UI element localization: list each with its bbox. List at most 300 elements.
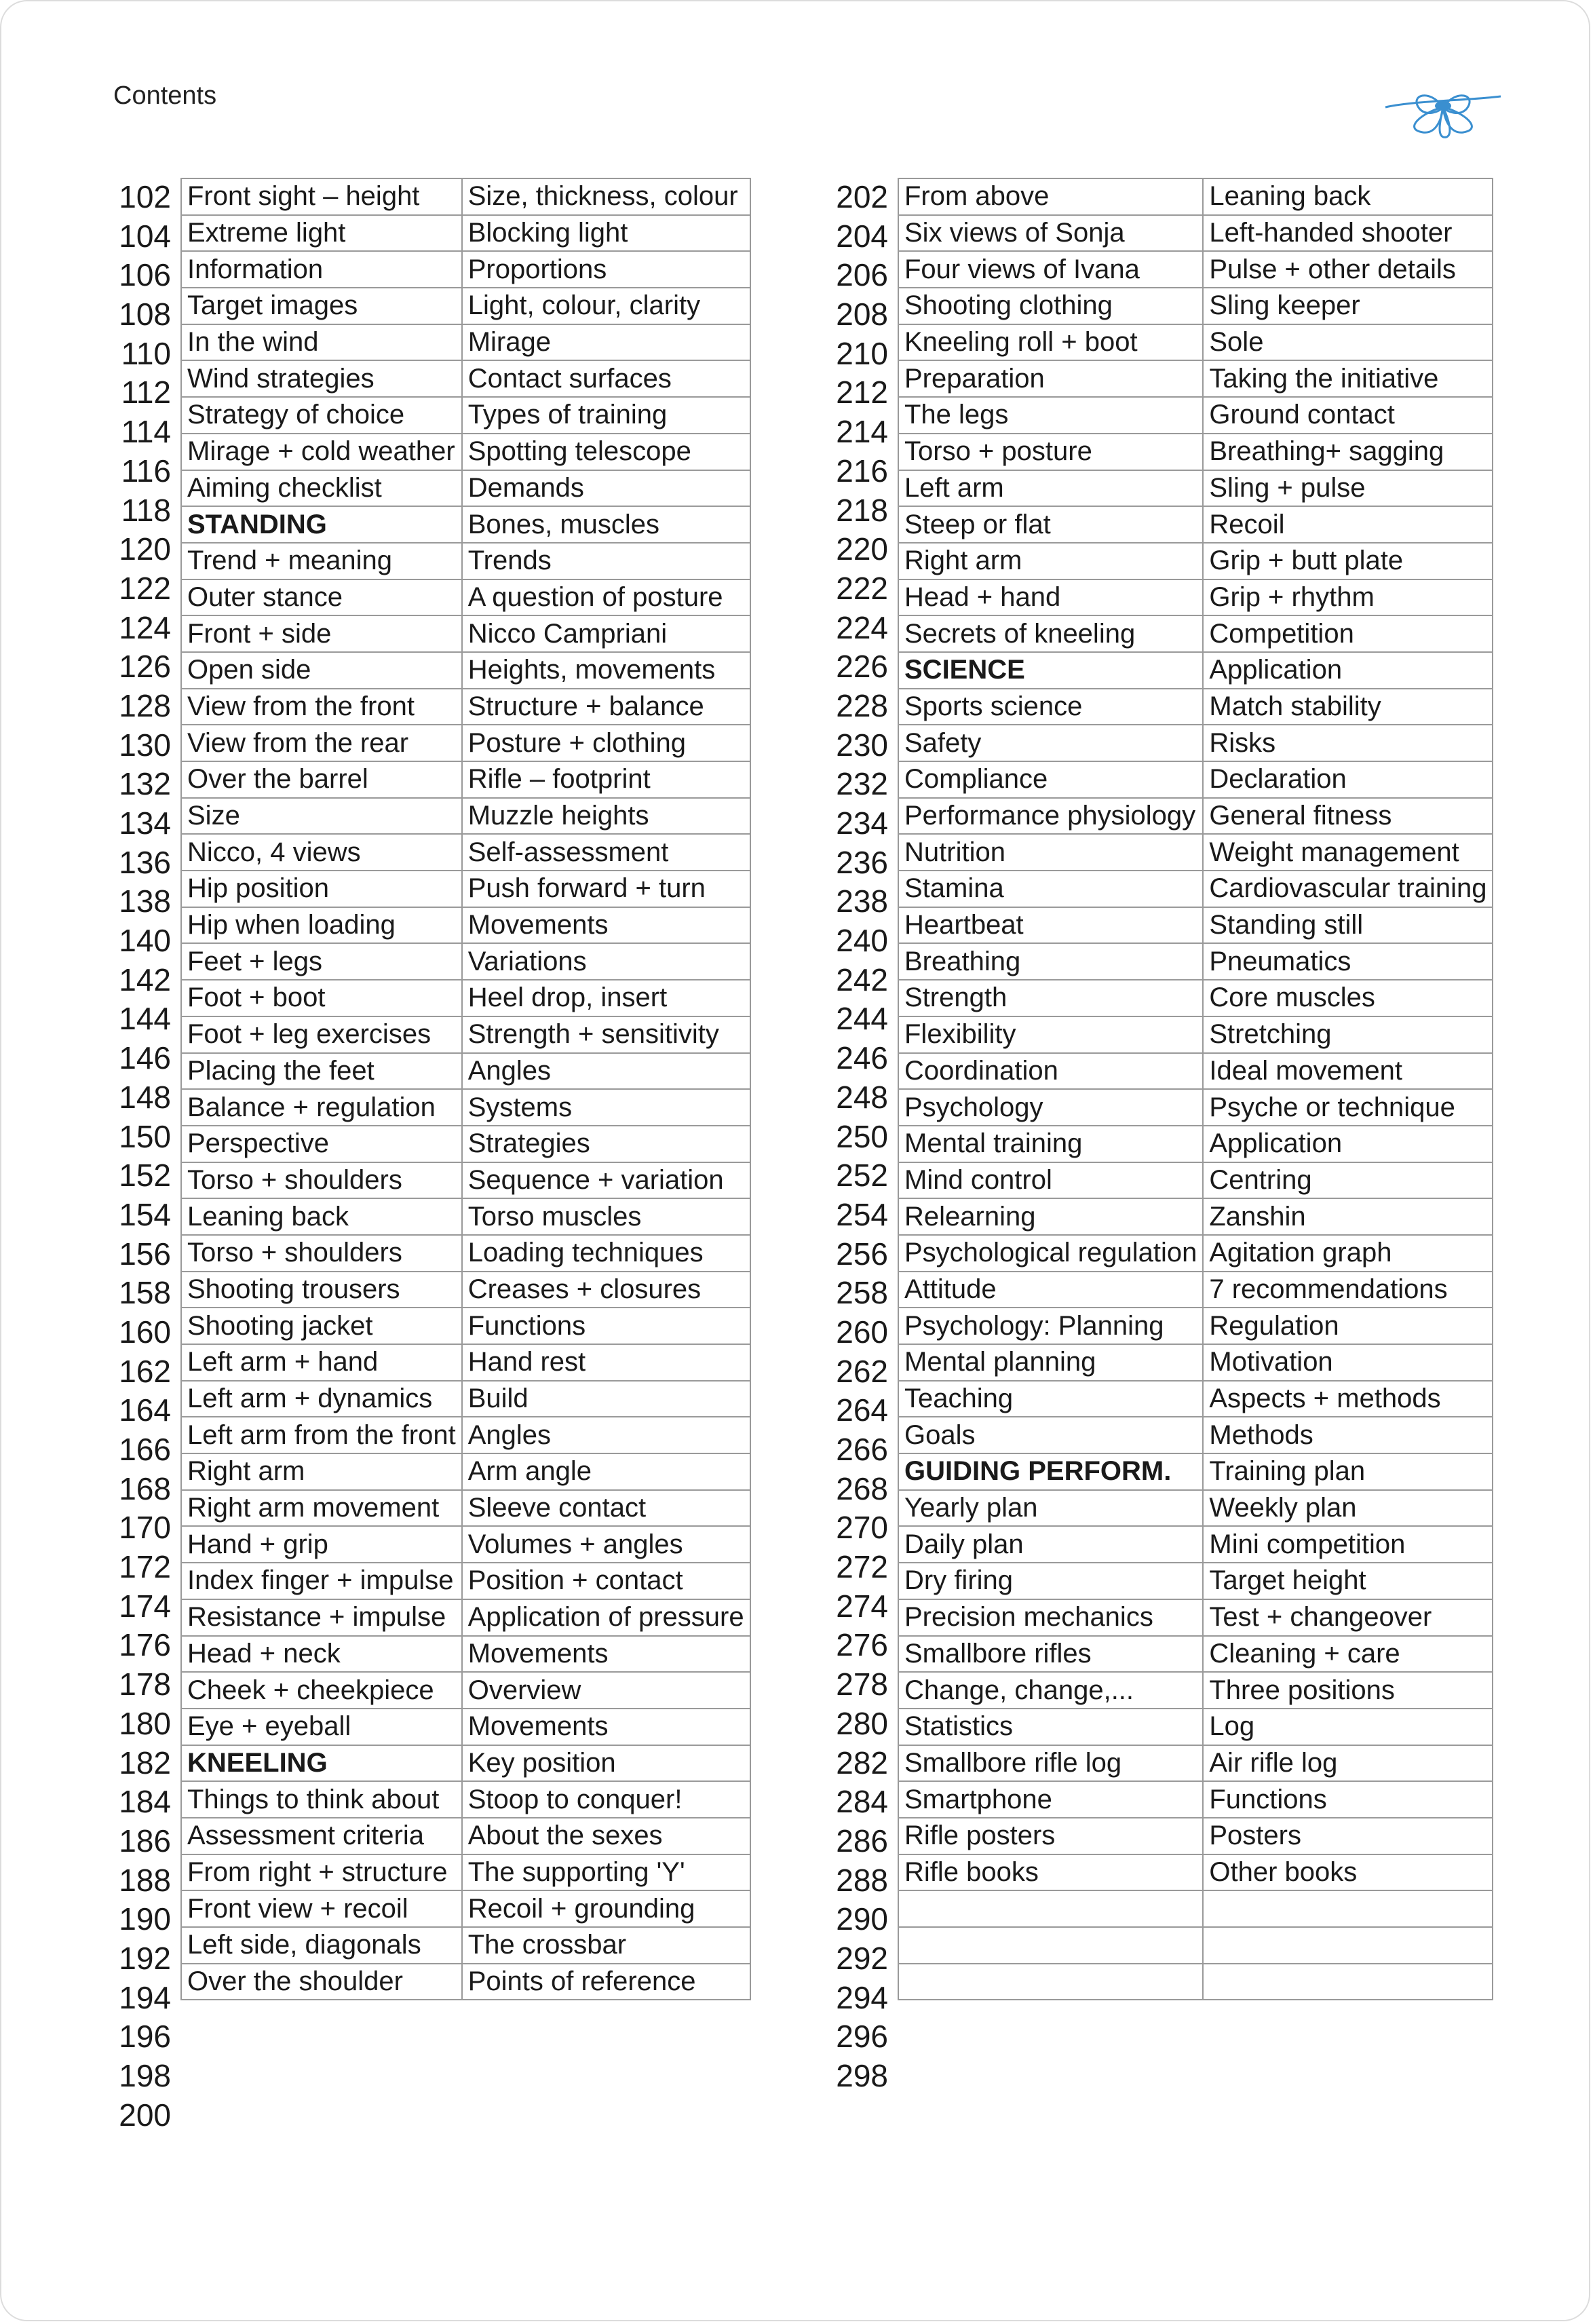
topic-cell: Left side, diagonals [181, 1927, 462, 1964]
table-row [181, 579, 750, 616]
topic-cell: Size [181, 798, 462, 835]
table-row [181, 1053, 750, 1090]
table-row [181, 1745, 750, 1782]
page-number: 260 [836, 1314, 888, 1350]
page-number: 158 [119, 1275, 171, 1311]
table-row [898, 1162, 1493, 1199]
topic-cell: Index finger + impulse [181, 1563, 462, 1599]
table-row [898, 215, 1493, 252]
subtopic-cell: Weekly plan [1203, 1490, 1493, 1527]
topic-cell: Things to think about [181, 1781, 462, 1818]
subtopic-cell: Volumes + angles [462, 1526, 750, 1563]
page-number: 120 [119, 531, 171, 567]
subtopic-cell: Test + changeover [1203, 1599, 1493, 1636]
table-row [898, 360, 1493, 397]
table-row [898, 251, 1493, 288]
topic-cell: Relearning [898, 1198, 1203, 1235]
topic-cell: Coordination [898, 1053, 1203, 1090]
table-row [898, 1417, 1493, 1453]
subtopic-cell: Movements [462, 1709, 750, 1745]
table-row [898, 178, 1493, 215]
topic-cell: Assessment criteria [181, 1818, 462, 1854]
topic-cell: Daily plan [898, 1526, 1203, 1563]
page-number: 174 [119, 1588, 171, 1624]
subtopic-cell: Application [1203, 1126, 1493, 1162]
page-number: 242 [836, 961, 888, 997]
subtopic-cell: Demands [462, 470, 750, 507]
page-number: 204 [836, 218, 888, 254]
table-row [181, 1272, 750, 1308]
page-number: 164 [119, 1392, 171, 1428]
table-row [898, 1672, 1493, 1709]
page-number: 196 [119, 2019, 171, 2055]
page-number: 280 [836, 1705, 888, 1741]
page-number: 184 [119, 1784, 171, 1820]
subtopic-cell: Posters [1203, 1818, 1493, 1854]
table-row [181, 543, 750, 579]
page-number: 150 [119, 1118, 171, 1154]
table-row [898, 1089, 1493, 1126]
page-number: 186 [119, 1823, 171, 1859]
page-number: 272 [836, 1549, 888, 1585]
topic-cell: Smartphone [898, 1781, 1203, 1818]
subtopic-cell: Training plan [1203, 1453, 1493, 1490]
topic-cell: Foot + boot [181, 980, 462, 1016]
subtopic-cell: Hand rest [462, 1344, 750, 1381]
table-row [181, 798, 750, 835]
subtopic-cell: Log [1203, 1709, 1493, 1745]
topic-cell: Safety [898, 725, 1203, 761]
table-row [898, 1453, 1493, 1490]
topic-cell: Information [181, 251, 462, 288]
topic-cell: Shooting trousers [181, 1272, 462, 1308]
subtopic-cell: Sole [1203, 324, 1493, 361]
table-row [898, 1490, 1493, 1527]
topic-cell: View from the front [181, 689, 462, 725]
subtopic-cell: Sling + pulse [1203, 470, 1493, 507]
page-number: 188 [119, 1862, 171, 1898]
page-number: 102 [119, 179, 171, 214]
page-number: 122 [119, 570, 171, 606]
subtopic-cell [1203, 1964, 1493, 2000]
topic-cell: Sports science [898, 689, 1203, 725]
topic-cell: The legs [898, 397, 1203, 434]
table-row [181, 652, 750, 689]
subtopic-cell: Core muscles [1203, 980, 1493, 1016]
table-row [898, 288, 1493, 324]
page-number: 166 [119, 1432, 171, 1467]
table-row [898, 1599, 1493, 1636]
subtopic-cell: Aspects + methods [1203, 1381, 1493, 1417]
page-number: 208 [836, 297, 888, 332]
topic-cell: Extreme light [181, 215, 462, 252]
subtopic-cell: Mini competition [1203, 1526, 1493, 1563]
topic-cell: Left arm from the front [181, 1417, 462, 1453]
subtopic-cell: Cardiovascular training [1203, 871, 1493, 907]
table-row [181, 1381, 750, 1417]
table-row [898, 1235, 1493, 1272]
subtopic-cell: Rifle – footprint [462, 761, 750, 798]
table-row [898, 1636, 1493, 1673]
table-row [898, 1381, 1493, 1417]
table-row [181, 761, 750, 798]
subtopic-cell: Angles [462, 1417, 750, 1453]
topic-cell: Rifle books [898, 1854, 1203, 1891]
topic-cell: From above [898, 178, 1203, 215]
table-row [181, 251, 750, 288]
subtopic-cell: Left-handed shooter [1203, 215, 1493, 252]
table-row [898, 980, 1493, 1016]
topic-cell: Torso + shoulders [181, 1235, 462, 1272]
topic-cell: Nicco, 4 views [181, 834, 462, 871]
page-number: 222 [836, 570, 888, 606]
subtopic-cell: Sequence + variation [462, 1162, 750, 1199]
table-row [898, 470, 1493, 507]
table-row [181, 1453, 750, 1490]
page-number: 130 [119, 727, 171, 763]
page-number: 238 [836, 883, 888, 919]
section-heading: GUIDING PERFORM. [898, 1453, 1203, 1490]
table-row [898, 834, 1493, 871]
subtopic-cell: Overview [462, 1672, 750, 1709]
flower-logo-icon [1382, 81, 1504, 142]
table-row [898, 397, 1493, 434]
page-number: 256 [836, 1236, 888, 1272]
topic-cell: Shooting jacket [181, 1308, 462, 1344]
page-number: 226 [836, 649, 888, 685]
page-number: 254 [836, 1196, 888, 1232]
page-number: 270 [836, 1510, 888, 1546]
page-number: 172 [119, 1549, 171, 1585]
page-number: 132 [119, 766, 171, 802]
table-row [898, 1890, 1493, 1927]
page-number: 232 [836, 766, 888, 802]
topic-cell: Left arm + hand [181, 1344, 462, 1381]
topic-cell: Wind strategies [181, 360, 462, 397]
page-number: 114 [121, 414, 171, 450]
topic-cell: Front sight – height [181, 178, 462, 215]
page-number: 236 [836, 844, 888, 880]
topic-cell: Eye + eyeball [181, 1709, 462, 1745]
subtopic-cell: Air rifle log [1203, 1745, 1493, 1782]
page-number: 112 [121, 375, 171, 411]
page-number: 244 [836, 1001, 888, 1037]
topic-cell: Compliance [898, 761, 1203, 798]
page-number: 298 [836, 2058, 888, 2093]
subtopic-cell: Regulation [1203, 1308, 1493, 1344]
subtopic-cell: Sling keeper [1203, 288, 1493, 324]
subtopic-cell: A question of posture [462, 579, 750, 616]
topic-cell: Torso + shoulders [181, 1162, 462, 1199]
table-row [898, 579, 1493, 616]
topic-cell: Heartbeat [898, 907, 1203, 944]
subtopic-cell: Systems [462, 1089, 750, 1126]
subtopic-cell: Application [1203, 652, 1493, 689]
table-row [898, 1745, 1493, 1782]
page-number: 228 [836, 687, 888, 723]
topic-cell: Psychology [898, 1089, 1203, 1126]
page-number: 160 [119, 1314, 171, 1350]
table-row [898, 1818, 1493, 1854]
page-number: 212 [836, 375, 888, 411]
table-row [898, 324, 1493, 361]
subtopic-cell: Bones, muscles [462, 506, 750, 543]
page-number: 116 [121, 453, 171, 489]
topic-cell: Dry firing [898, 1563, 1203, 1599]
subtopic-cell: Centring [1203, 1162, 1493, 1199]
table-row [181, 1016, 750, 1053]
subtopic-cell: Pneumatics [1203, 943, 1493, 980]
topic-cell: Left arm [898, 470, 1203, 507]
topic-cell: Statistics [898, 1709, 1203, 1745]
subtopic-cell: Torso muscles [462, 1198, 750, 1235]
topic-cell: Outer stance [181, 579, 462, 616]
subtopic-cell: Posture + clothing [462, 725, 750, 761]
subtopic-cell: 7 recommendations [1203, 1272, 1493, 1308]
page-number: 110 [121, 335, 171, 371]
page-number: 192 [119, 1940, 171, 1976]
subtopic-cell: About the sexes [462, 1818, 750, 1854]
table-row [898, 652, 1493, 689]
subtopic-cell: Contact surfaces [462, 360, 750, 397]
table-row [181, 1126, 750, 1162]
subtopic-cell: Types of training [462, 397, 750, 434]
topic-cell: Head + hand [898, 579, 1203, 616]
topic-cell: Mental planning [898, 1344, 1203, 1381]
table-row [898, 1126, 1493, 1162]
page-number: 108 [119, 297, 171, 332]
topic-cell [898, 1927, 1203, 1964]
topic-cell: Steep or flat [898, 506, 1203, 543]
table-row [181, 1162, 750, 1199]
topic-cell: Kneeling roll + boot [898, 324, 1203, 361]
topic-cell: Performance physiology [898, 798, 1203, 835]
page-number: 154 [119, 1196, 171, 1232]
subtopic-cell: Strategies [462, 1126, 750, 1162]
subtopic-cell: The supporting 'Y' [462, 1854, 750, 1891]
subtopic-cell: Spotting telescope [462, 434, 750, 470]
table-row [181, 615, 750, 652]
subtopic-cell: Sleeve contact [462, 1490, 750, 1527]
page-number: 142 [119, 961, 171, 997]
page-number: 214 [836, 414, 888, 450]
page-number: 198 [119, 2058, 171, 2093]
table-row [898, 1964, 1493, 2000]
page-number: 262 [836, 1353, 888, 1389]
page-number: 258 [836, 1275, 888, 1311]
subtopic-cell: Recoil + grounding [462, 1890, 750, 1927]
page-number: 126 [119, 649, 171, 685]
topic-cell: Head + neck [181, 1636, 462, 1673]
topic-cell: Cheek + cheekpiece [181, 1672, 462, 1709]
page-number: 148 [119, 1079, 171, 1115]
subtopic-cell: Other books [1203, 1854, 1493, 1891]
page-number: 104 [119, 218, 171, 254]
table-row [181, 980, 750, 1016]
table-row [181, 1890, 750, 1927]
topic-cell: Perspective [181, 1126, 462, 1162]
table-row [181, 1599, 750, 1636]
subtopic-cell: Heights, movements [462, 652, 750, 689]
page-number: 296 [836, 2019, 888, 2055]
subtopic-cell: Zanshin [1203, 1198, 1493, 1235]
page-number: 252 [836, 1158, 888, 1194]
subtopic-cell: Ideal movement [1203, 1053, 1493, 1090]
subtopic-cell: Three positions [1203, 1672, 1493, 1709]
section-heading: SCIENCE [898, 652, 1203, 689]
subtopic-cell [1203, 1890, 1493, 1927]
table-row [898, 615, 1493, 652]
left-contents-table [180, 178, 751, 2000]
table-row [181, 943, 750, 980]
table-row [898, 1563, 1493, 1599]
topic-cell: Hip position [181, 871, 462, 907]
topic-cell: Feet + legs [181, 943, 462, 980]
page-number: 152 [119, 1158, 171, 1194]
page-number: 210 [836, 335, 888, 371]
table-row [181, 1636, 750, 1673]
subtopic-cell: Psyche or technique [1203, 1089, 1493, 1126]
topic-cell: Psychological regulation [898, 1235, 1203, 1272]
subtopic-cell: Competition [1203, 615, 1493, 652]
page-number: 286 [836, 1823, 888, 1859]
table-row [898, 434, 1493, 470]
table-row [181, 1672, 750, 1709]
subtopic-cell: Push forward + turn [462, 871, 750, 907]
table-row [181, 1781, 750, 1818]
topic-cell: Attitude [898, 1272, 1203, 1308]
page-number: 106 [119, 257, 171, 293]
table-row [181, 1308, 750, 1344]
table-row [898, 543, 1493, 579]
page-number: 206 [836, 257, 888, 293]
page-number: 278 [836, 1666, 888, 1702]
subtopic-cell: Functions [1203, 1781, 1493, 1818]
table-row [181, 1964, 750, 2000]
subtopic-cell: Variations [462, 943, 750, 980]
subtopic-cell: Functions [462, 1308, 750, 1344]
subtopic-cell: Pulse + other details [1203, 251, 1493, 288]
table-row [181, 397, 750, 434]
table-row [181, 434, 750, 470]
topic-cell: Right arm [898, 543, 1203, 579]
topic-cell: View from the rear [181, 725, 462, 761]
topic-cell: Nutrition [898, 834, 1203, 871]
table-row [181, 1344, 750, 1381]
page-number: 250 [836, 1118, 888, 1154]
topic-cell: Stamina [898, 871, 1203, 907]
subtopic-cell: Application of pressure [462, 1599, 750, 1636]
page-number: 224 [836, 609, 888, 645]
subtopic-cell: Leaning back [1203, 178, 1493, 215]
subtopic-cell: Recoil [1203, 506, 1493, 543]
table-row [181, 907, 750, 944]
topic-cell: Psychology: Planning [898, 1308, 1203, 1344]
table-row [898, 689, 1493, 725]
subtopic-cell: Motivation [1203, 1344, 1493, 1381]
table-row [898, 1272, 1493, 1308]
topic-cell: Over the shoulder [181, 1964, 462, 2000]
subtopic-cell: Angles [462, 1053, 750, 1090]
table-row [898, 1198, 1493, 1235]
subtopic-cell: Size, thickness, colour [462, 178, 750, 215]
table-row [181, 470, 750, 507]
table-row [898, 1526, 1493, 1563]
topic-cell: Open side [181, 652, 462, 689]
subtopic-cell: Creases + closures [462, 1272, 750, 1308]
table-row [181, 1490, 750, 1527]
section-heading: KNEELING [181, 1745, 462, 1782]
subtopic-cell [1203, 1927, 1493, 1964]
table-row [898, 1927, 1493, 1964]
section-heading: STANDING [181, 506, 462, 543]
subtopic-cell: Points of reference [462, 1964, 750, 2000]
topic-cell: Six views of Sonja [898, 215, 1203, 252]
page-number: 146 [119, 1040, 171, 1076]
topic-cell: Hip when loading [181, 907, 462, 944]
subtopic-cell: Light, colour, clarity [462, 288, 750, 324]
topic-cell: Precision mechanics [898, 1599, 1203, 1636]
topic-cell: Leaning back [181, 1198, 462, 1235]
table-row [898, 1709, 1493, 1745]
page-number: 284 [836, 1784, 888, 1820]
table-row [898, 1308, 1493, 1344]
page-number: 144 [119, 1001, 171, 1037]
page-number: 178 [119, 1666, 171, 1702]
topic-cell: Right arm movement [181, 1490, 462, 1527]
table-row [181, 1235, 750, 1272]
topic-cell: Preparation [898, 360, 1203, 397]
subtopic-cell: Trends [462, 543, 750, 579]
table-row [181, 689, 750, 725]
page-number: 162 [119, 1353, 171, 1389]
page-number: 230 [836, 727, 888, 763]
topic-cell: Breathing [898, 943, 1203, 980]
page-number: 294 [836, 1979, 888, 2015]
topic-cell: Balance + regulation [181, 1089, 462, 1126]
table-row [181, 1709, 750, 1745]
page-number: 176 [119, 1627, 171, 1663]
table-row [181, 1818, 750, 1854]
page-number: 266 [836, 1432, 888, 1467]
subtopic-cell: The crossbar [462, 1927, 750, 1964]
page-number: 180 [119, 1705, 171, 1741]
table-row [898, 1016, 1493, 1053]
page-number: 138 [119, 883, 171, 919]
table-row [898, 761, 1493, 798]
page-number: 288 [836, 1862, 888, 1898]
topic-cell: Torso + posture [898, 434, 1203, 470]
topic-cell: Flexibility [898, 1016, 1203, 1053]
page-number: 118 [121, 492, 171, 528]
subtopic-cell: Grip + butt plate [1203, 543, 1493, 579]
page-number: 202 [836, 179, 888, 214]
table-row [898, 907, 1493, 944]
table-row [181, 1563, 750, 1599]
page-number: 282 [836, 1745, 888, 1780]
topic-cell: From right + structure [181, 1854, 462, 1891]
subtopic-cell: Movements [462, 907, 750, 944]
topic-cell: Secrets of kneeling [898, 615, 1203, 652]
subtopic-cell: Proportions [462, 251, 750, 288]
table-row [181, 1927, 750, 1964]
topic-cell: Smallbore rifles [898, 1636, 1203, 1673]
topic-cell: Resistance + impulse [181, 1599, 462, 1636]
page-number: 124 [119, 609, 171, 645]
page-number: 274 [836, 1588, 888, 1624]
page-number: 182 [119, 1745, 171, 1780]
topic-cell: Right arm [181, 1453, 462, 1490]
